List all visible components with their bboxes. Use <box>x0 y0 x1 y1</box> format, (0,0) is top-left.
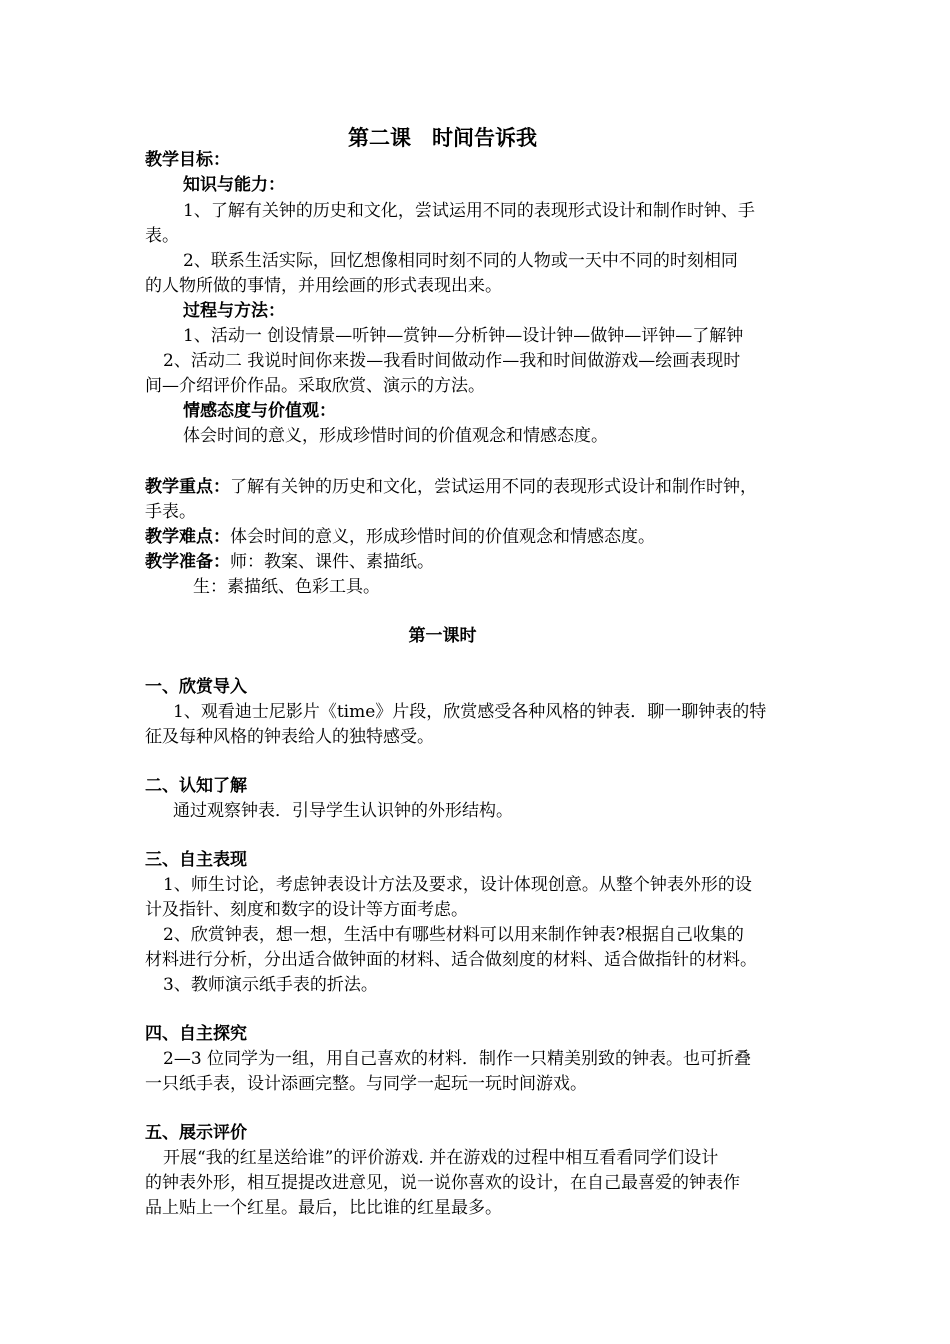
process-item-2: 2、活动二 我说时间你来拨—我看时间做动作—我和时间做游戏—绘画表现时 <box>163 351 741 371</box>
preparation-student: 生：素描纸、色彩工具。 <box>193 577 380 597</box>
section-line: 2、欣赏钟表，想一想，生活中有哪些材料可以用来制作钟表?根据自己收集的 <box>163 925 744 945</box>
emotion-item-1: 体会时间的意义，形成珍惜时间的价值观念和情感态度。 <box>183 426 608 446</box>
process-item-1: 1、活动一 创设情景—听钟—赏钟—分析钟—设计钟—做钟—评钟—了解钟 <box>183 326 744 346</box>
section-line: 品上贴上一个红星。最后，比比谁的红星最多。 <box>145 1198 502 1218</box>
knowledge-item-1: 1、了解有关钟的历史和文化，尝试运用不同的表现形式设计和制作时钟、手 <box>183 201 755 221</box>
section-line: 计及指针、刻度和数字的设计等方面考虑。 <box>145 900 468 920</box>
section-heading: 四、自主探究 <box>145 1024 247 1044</box>
emotion-heading: 情感态度与价值观： <box>183 401 336 421</box>
section-line: 一只纸手表，设计添画完整。与同学一起玩一玩时间游戏。 <box>145 1074 587 1094</box>
key-points-cont: 手表。 <box>145 502 196 522</box>
difficulty-label: 教学难点： <box>145 527 230 547</box>
lesson-heading: 第一课时 <box>408 626 477 646</box>
section-line: 征及每种风格的钟表给人的独特感受。 <box>145 727 434 747</box>
section-line: 开展“我的红星送给谁”的评价游戏. 并在游戏的过程中相互看看同学们设计 <box>163 1148 719 1168</box>
section-line: 1、观看迪士尼影片《time》片段，欣赏感受各种风格的钟表．聊一聊钟表的特 <box>173 702 767 722</box>
preparation-label: 教学准备： <box>145 552 230 572</box>
preparation <box>145 550 815 574</box>
difficulty-text: 体会时间的意义，形成珍惜时间的价值观念和情感态度。 <box>230 527 655 547</box>
section-line: 3、教师演示纸手表的折法。 <box>163 975 378 995</box>
difficulty <box>145 525 815 549</box>
section-heading: 一、欣赏导入 <box>145 677 247 697</box>
preparation-teacher: 师：教案、课件、素描纸。 <box>230 552 434 572</box>
section-heading: 二、认知了解 <box>145 776 247 796</box>
key-points <box>145 475 815 499</box>
objectives-heading: 教学目标： <box>145 150 230 170</box>
section-line: 的钟表外形，相互提提改进意见，说一说你喜欢的设计，在自己最喜爱的钟表作 <box>145 1173 740 1193</box>
process-heading: 过程与方法： <box>183 301 285 321</box>
section-line: 通过观察钟表．引导学生认识钟的外形结构。 <box>173 801 513 821</box>
section-heading: 五、展示评价 <box>145 1123 247 1143</box>
knowledge-heading: 知识与能力： <box>183 175 285 195</box>
key-points-text: 了解有关钟的历史和文化，尝试运用不同的表现形式设计和制作时钟， <box>230 477 757 497</box>
section-line: 2—3 位同学为一组，用自己喜欢的材料．制作一只精美别致的钟表。也可折叠 <box>163 1049 752 1069</box>
section-line: 材料进行分析，分出适合做钟面的材料、适合做刻度的材料、适合做指针的材料。 <box>145 950 757 970</box>
section-heading: 三、自主表现 <box>145 850 247 870</box>
knowledge-item-2-cont: 的人物所做的事情，并用绘画的形式表现出来。 <box>145 276 502 296</box>
knowledge-item-1-cont: 表。 <box>145 226 179 246</box>
section-line: 1、师生讨论，考虑钟表设计方法及要求，设计体现创意。从整个钟表外形的设 <box>163 875 752 895</box>
page-title: 第二课 时间告诉我 <box>348 125 537 150</box>
key-points-label: 教学重点： <box>145 477 230 497</box>
process-item-2-cont: 间—介绍评价作品。采取欣赏、演示的方法。 <box>145 376 485 396</box>
knowledge-item-2: 2、联系生活实际，回忆想像相同时刻不同的人物或一天中不同的时刻相同 <box>183 251 738 271</box>
